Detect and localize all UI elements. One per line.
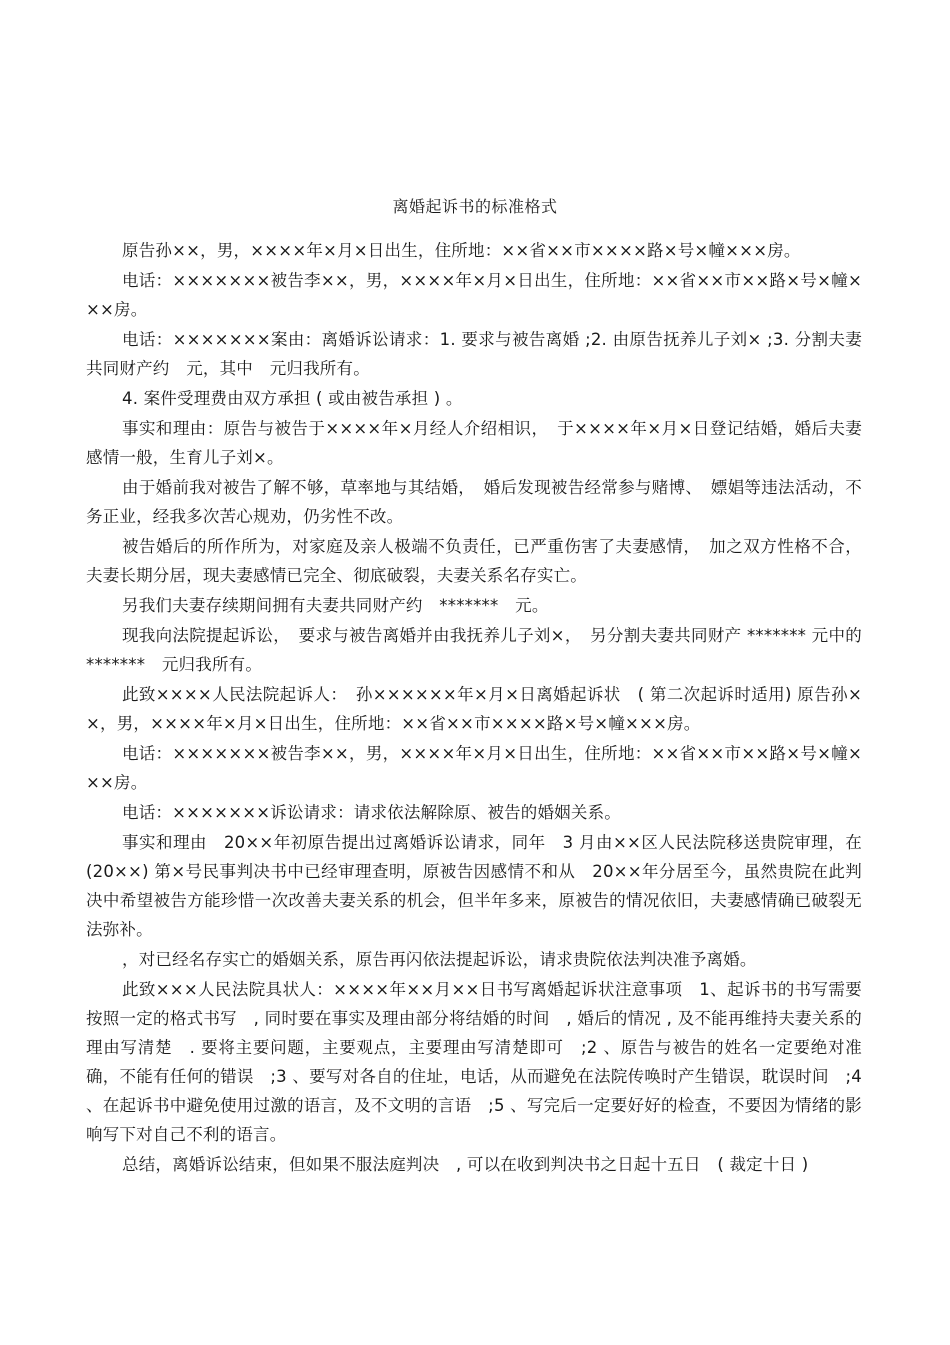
paragraph-facts-reasons: 事实和理由：原告与被告于××××年×月经人介绍相识， 于××××年×月×日登记结婚，婚后夫妻感情一般，生育儿子刘×。: [86, 419, 862, 467]
paragraph-request-divorce: ，对已经名存实亡的婚姻关系，原告再闪依法提起诉讼，请求贵院依法判决准予离婚。: [122, 950, 757, 969]
paragraph-defendant-info-2: 电话：×××××××被告李××，男，××××年×月×日出生，住所地：××省××市××路×号×幢×××房。: [86, 744, 862, 792]
paragraph-claims: 电话：×××××××案由：离婚诉讼请求：1. 要求与被告离婚 ;2. 由原告抚养儿子刘× ;3. 分割夫妻共同财产约 元，其中 元归我所有。: [86, 330, 862, 378]
document-body: [86, 236, 862, 1180]
paragraph-notes: 此致×××人民法院具状人：××××年××月××日书写离婚起诉状注意事项 1、起诉书的书写需要按照一定的格式书写 , 同时要在事实及理由部分将结婚的时间 , 婚后的情况 , 及不能再维持夫妻关系的理由写清楚 . 要将主要问题，主要观点，主要理由写清楚即可 ;2 、原告与被告的姓名一定要绝对准确，不能有任何的错误 ;3 、要写对各自的住址，电话，从而避免在法院传唤时产生错误，耽误时间 ;4 、在起诉书中避免使用过激的语言，及不文明的言语 ;5 、写完后一定要好好的检查，不要因为情绪的影响写下对自己不利的语言。: [86, 980, 862, 1144]
paragraph-lawsuit-request: 现我向法院提起诉讼， 要求与被告离婚并由我抚养儿子刘×， 另分割夫妻共同财产 ******* 元中的 ******* 元归我所有。: [86, 626, 862, 674]
paragraph-facts-reasons-2: 事实和理由 20××年初原告提出过离婚诉讼请求，同年 3 月由××区人民法院移送贵院审理，在 (20××) 第×号民事判决书中已经审理查明，原被告因感情不和从 20××年分居至今，虽然贵院在此判决中希望被告方能珍惜一次改善夫妻关系的机会，但半年多来，原被告的情况依旧，夫妻感情确已破裂无法弥补。: [86, 833, 862, 939]
paragraph-property: 另我们夫妻存续期间拥有夫妻共同财产约 ******* 元。: [122, 596, 549, 615]
paragraph-second-filing: 此致××××人民法院起诉人： 孙××××××年×月×日离婚起诉状 ( 第二次起诉时适用) 原告孙××，男，××××年×月×日出生，住所地：××省××市××××路×号×幢×××房。: [86, 685, 862, 733]
document-title: 离婚起诉书的标准格式: [392, 197, 558, 216]
paragraph-claims-2: 电话：×××××××诉讼请求：请求依法解除原、被告的婚姻关系。: [122, 803, 621, 822]
paragraph-defendant-info: 电话：×××××××被告李××，男，××××年×月×日出生，住所地：××省××市××路×号×幢×××房。: [86, 271, 862, 319]
paragraph-background: 由于婚前我对被告了解不够，草率地与其结婚， 婚后发现被告经常参与赌博、 嫖娼等违法活动，不务正业，经我多次苦心规劝，仍劣性不改。: [86, 478, 862, 526]
paragraph-claim-fees: 4. 案件受理费由双方承担 ( 或由被告承担 ) 。: [122, 389, 463, 408]
paragraph-summary: 总结，离婚诉讼结束，但如果不服法庭判决 , 可以在收到判决书之日起十五日 ( 裁定十日 ): [122, 1155, 809, 1174]
paragraph-plaintiff-info: 原告孙××，男，××××年×月×日出生，住所地：××省××市××××路×号×幢×××房。: [122, 241, 801, 260]
paragraph-conduct: 被告婚后的所作所为，对家庭及亲人极端不负责任，已严重伤害了夫妻感情， 加之双方性格不合，夫妻长期分居，现夫妻感情已完全、彻底破裂，夫妻关系名存实亡。: [86, 537, 862, 585]
